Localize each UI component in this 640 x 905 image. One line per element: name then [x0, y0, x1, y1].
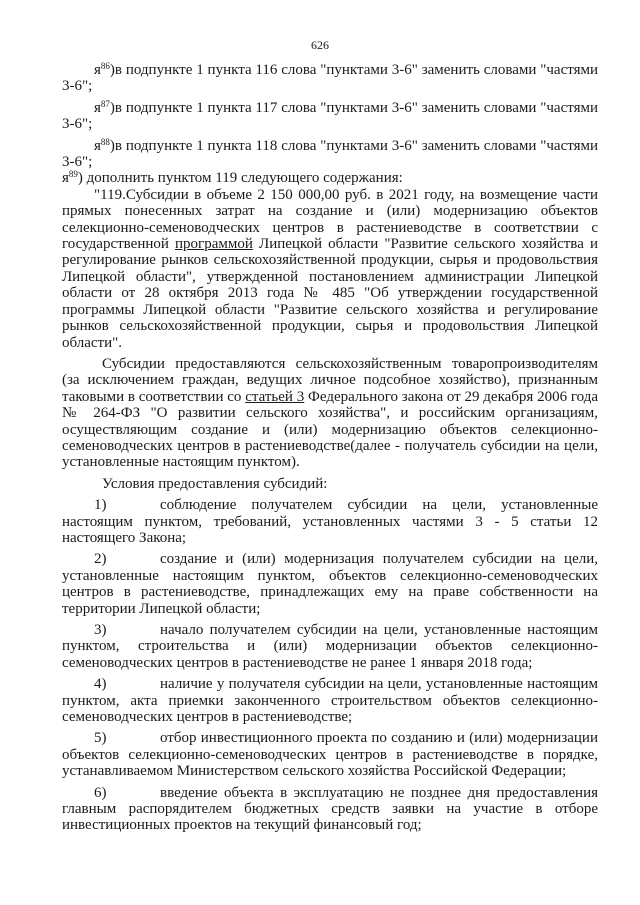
condition-text: создание и (или) модернизация получателем субсидии на цели, установленные настоящим пунктом, объектов селекционно-семеноводческих центров в растениеводстве, принадлежащих ему на праве собственности на территории Липецкой области;	[62, 551, 598, 617]
condition-item	[62, 497, 598, 546]
amendment-prefix: я	[94, 99, 101, 116]
condition-item	[62, 676, 598, 725]
amendment-89	[62, 170, 598, 186]
program-link[interactable]: программой	[175, 236, 253, 253]
amendment-number: 86	[100, 61, 110, 71]
amendment-87	[62, 100, 598, 133]
condition-number: 3)	[94, 622, 107, 638]
condition-number: 5)	[94, 730, 107, 747]
recipients-text: Субсидии предоставляются сельскохозяйственным товаропроизводителям (за исключением граждан, ведущих личное подсобное хозяйство), признанным таковыми в соответствии со	[62, 355, 598, 405]
condition-text: введение объекта в эксплуатацию не позднее дня предоставления главным распорядителем бюджетных средств заявки на участие в отборе инвестиционных проектов на текущий финансовый год;	[62, 784, 598, 834]
condition-number: 4)	[94, 676, 107, 693]
amendment-number: 88	[100, 136, 110, 147]
document-body	[62, 62, 598, 834]
amendment-text: )в подпункте 1 пункта 116 слова "пунктами 3-6" заменить словами "частями 3-6";	[62, 62, 598, 95]
amendment-88	[62, 138, 598, 171]
point-119-paragraph	[62, 187, 598, 351]
condition-item	[62, 622, 598, 671]
amendment-text: ) дополнить пунктом 119 следующего содержания:	[77, 170, 403, 187]
condition-item	[62, 785, 598, 834]
condition-text: наличие у получателя субсидии на цели, установленные настоящим пунктом, акта приемки законченного строительством объектов селекционно-семеноводческих центров в растениеводстве;	[62, 676, 598, 726]
condition-number: 2)	[94, 551, 107, 568]
condition-text: отбор инвестиционного проекта по созданию и (или) модернизации объектов селекционно-семеноводческих центров в растениеводстве в порядке, устанавливаемом Министерством сельского хозяйства Российской Федерации;	[62, 730, 598, 780]
condition-number: 1)	[94, 497, 107, 514]
condition-text: соблюдение получателем субсидии на цели, установленные настоящим пунктом, требований, установленных частями 3 - 5 статьи 12 настоящего Закона;	[62, 497, 598, 546]
recipients-paragraph	[62, 356, 598, 471]
condition-item	[62, 551, 598, 617]
article-3-link[interactable]: статьей 3	[245, 388, 305, 405]
conditions-heading: Условия предоставления субсидий:	[102, 475, 328, 492]
point-119-text: "119.Субсидии в объеме 2 150 000,00 руб. в 2021 году, на возмещение части прямых понесенных затрат на создание и (или) модернизацию объектов селекционно-семеноводческих центров в растениеводстве в соответствии с государственной	[62, 186, 598, 253]
page-number: 626	[311, 38, 329, 52]
amendment-number: 87	[100, 98, 110, 109]
amendment-86	[62, 62, 598, 95]
condition-item	[62, 730, 598, 779]
amendment-prefix: я	[62, 170, 69, 187]
point-119-text-continued: Липецкой области "Развитие сельского хозяйства и регулирование рынков сельскохозяйственной продукции, сырья и продовольствия Липецкой области", утвержденной постановлением администрации Липецкой области от 28 октября 2013 года № 485 "Об утверждении государственной программы Липецкой области "Развитие сельского хозяйства и регулирование рынков сельскохозяйственной продукции, сырья и продовольствия Липецкой области".	[62, 236, 598, 351]
amendment-text: )в подпункте 1 пункта 118 слова "пунктами 3-6" заменить словами "частями 3-6";	[62, 137, 598, 171]
amendment-prefix: я	[94, 62, 101, 78]
recipients-text-continued: Федерального закона от 29 декабря 2006 года № 264-ФЗ "О развитии сельского хозяйства", и российским организациям, осуществляющим создание и (или) модернизацию объектов селекционно-семеноводческих центров в растениеводстве(далее - получатель субсидии на цели, установленные настоящим пунктом).	[62, 388, 598, 471]
condition-text: начало получателем субсидии на цели, установленные настоящим пунктом, строительства и (или) модернизации объектов селекционно-семеноводческих центров в растениеводстве не ранее 1 января 2018 года;	[62, 622, 598, 671]
amendment-prefix: я	[94, 137, 101, 154]
amendment-number: 89	[68, 169, 78, 180]
condition-number: 6)	[94, 784, 107, 801]
amendment-text: )в подпункте 1 пункта 117 слова "пунктами 3-6" заменить словами "частями 3-6";	[62, 99, 598, 133]
